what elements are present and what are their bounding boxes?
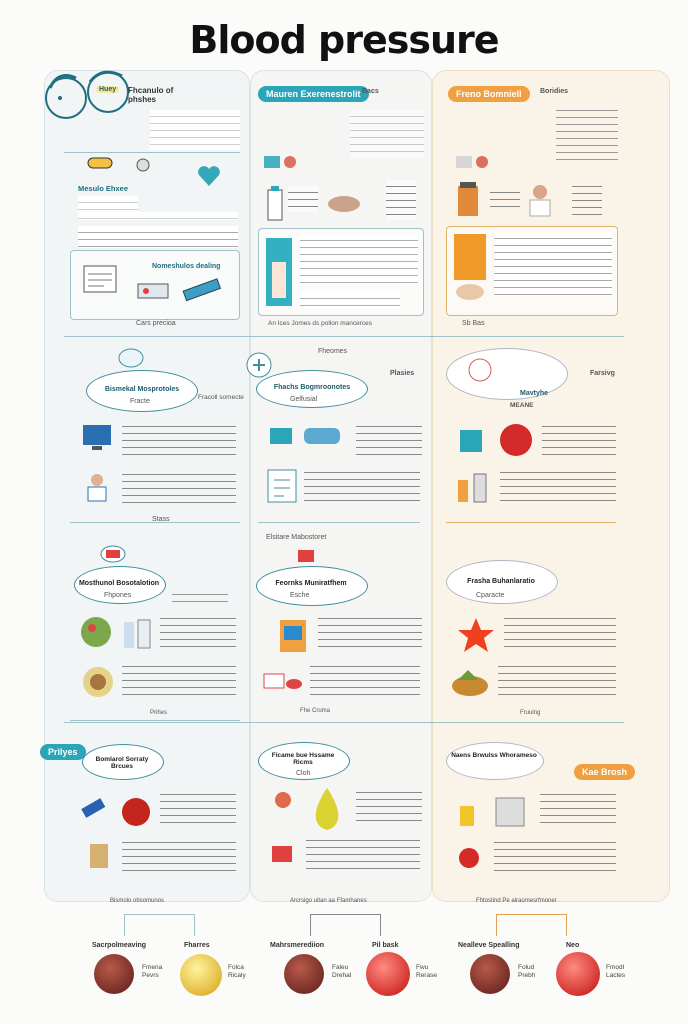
legend-connector-3a [496,914,497,936]
flask-icon [454,838,484,874]
row2-divider [64,336,624,337]
legend-label-6: Neo [566,942,580,949]
col2-sec3-caption: Fhe Cruma [300,708,331,714]
col1-sub-heading-1: Mesulo Ehxee [78,184,129,193]
col1-paragraph-2 [78,226,238,248]
col1-sub-heading-2: Nomeshulos dealing [152,263,221,270]
shoe-icon [324,182,364,218]
col1-cloud-1-sub: Fracte [130,398,150,405]
legend-orb-1 [94,954,134,994]
jar-icon-2 [86,838,112,872]
col3-paragraph-1 [494,232,612,296]
food-icon [80,664,116,700]
bottles-icon [120,614,156,652]
col1-cloud-1-side: Fracoll somecte [198,394,244,401]
col1-cloud-1-text-1 [122,420,236,456]
col1-row4-text-2 [122,836,236,876]
col2-cloud-3-label: Ficame bue Hssame Ricms [271,752,335,766]
apple-icon [118,794,154,830]
col1-stas: Stass [152,516,170,523]
logo-bubble: Huey [96,86,119,93]
legend-note-4: Fwu Rerase [416,964,437,979]
legend-connector-2a [310,914,311,936]
col1-row3-side [172,588,228,602]
fruit-bowl-icon [76,614,116,650]
legend-note-3: Faleu Drehal [332,964,352,979]
col1-prihes: Prihes [150,710,168,716]
legend-label-1: Sacrpolmeaving [92,942,147,949]
column-1-tag-note: Bacs [362,88,379,95]
jar-icon [454,178,482,220]
col1-row3-text-1 [160,612,236,652]
heart-shield-icon [196,164,222,188]
person-icon [520,180,560,220]
col3-list-1 [490,186,520,210]
nurse-icon [266,788,300,818]
beaker-icon [456,800,478,830]
col3-cloud-1 [446,348,568,400]
col2-cloud-3-sub: Cloh [296,770,311,777]
tablet-screen-icon [276,616,310,656]
col3-row4-text-1 [540,788,616,828]
legend-note-6: Fmodl Lactes [606,964,626,979]
col3-cloud-1-text-1 [542,420,616,460]
legend-orb-2 [180,954,222,996]
hospital-cloud-icon [244,350,274,380]
pillbox-icon [262,234,296,310]
legend-connector-1a [124,914,125,936]
bottle-icon [264,184,286,224]
legend-note-5: Folud Prebh [518,964,536,979]
drop-icon [304,784,350,834]
col2-cloud-2-sub: Esche [290,592,310,599]
col3-caption: Sb Bas [462,320,485,327]
pump-icon [260,150,300,174]
col1-intro-text [150,110,240,150]
meds-icon [260,664,306,700]
col3-cloud-1-text-2 [500,466,616,506]
col2-list-2 [386,180,416,220]
logo-label: Fhcanulo of phshes [128,86,174,104]
legend-label-2: Fharres [184,942,210,949]
col2-row4-text-2 [306,834,420,874]
col3-list-2 [572,180,602,220]
monitor-icon [80,422,114,452]
col3-cloud-1-sub: MEANE [510,402,534,409]
legend-orb-5 [470,954,510,994]
col3-cloud-3 [446,742,544,780]
col3-cloud-1-label: Mavtyhe [520,390,549,397]
col1-paragraph-1 [78,212,238,220]
machine-icon [490,792,530,832]
col2-row3-text-1 [318,612,422,652]
col2-cloud-1-label: Fhachs Bogmroonotes [273,384,351,391]
col1-cloud-2-sub: Fhpones [104,592,132,599]
col1-row3-text-2 [122,660,236,700]
legend-connector-2b [380,914,381,936]
col3-cloud-3-tag: Kae Brosh [574,764,635,780]
col3-row3-text-1 [504,612,616,652]
legend-note-2: Folca Ricaly [228,964,246,979]
tablets-icon [134,276,174,304]
column-1-tag: Mauren Exerenestrolit [258,86,369,102]
thermometer-icon [128,154,158,176]
column-3-tag: Freno Bomniell [448,86,530,102]
plant-icon [448,664,492,700]
legend-orb-3 [284,954,324,994]
legend-note-1: Fmena Pevrs [142,964,163,979]
col2-mid-caption: Elsitare Mabostoret [266,534,327,541]
col3-row3-text-2 [498,660,616,700]
legend-connector-1b [194,914,195,936]
col3-cloud-3-label: Naens Brwulss Whorameso [451,752,537,759]
col2-list-1 [288,186,318,212]
col2-paragraph-1 [300,234,418,286]
legend-connector-3 [496,914,566,915]
checklist-icon [264,466,300,506]
col3-cloud-1-side: Farsivg [590,370,615,377]
bp-cuff-icon [266,834,302,870]
kit-icon [456,422,486,458]
red-device-icon [98,542,128,564]
col3-row2-bottom [446,522,616,523]
col3-cloud-2-label: Frasha Buhanlaratio [467,578,535,585]
col3-intro-text [556,104,618,160]
legend-connector-2 [310,914,380,915]
legend-orb-4 [366,952,410,996]
column-3-tag-note: Boridies [540,88,569,95]
col1-cloud-2-label: Mosthunol Bosotalotion [78,580,160,587]
col2-row4-text-1 [356,786,422,826]
burst-icon [456,616,496,656]
col2-row2-bottom [258,522,420,523]
red-ball-icon [496,420,536,460]
col2-cloud-1-text-2 [304,466,420,506]
legend-label-5: Nealleve Spealling [458,942,520,949]
col2-cloud-1-text-1 [356,420,422,456]
col1-bottom-caption: Bismolo obsomunos [110,898,165,904]
col2-intro-text [350,110,424,158]
legend-connector-1 [124,914,194,915]
col1-cloud-3-label: Bomlarol Sorraty Brcues [95,756,149,770]
col2-cloud-2-label: Feornks Muniratfhem [275,580,347,587]
col2-row3-text-2 [310,660,420,700]
row4-divider [64,722,624,723]
col3-cloud-2-sub: Cparacte [476,592,505,599]
col1-row4-text-1 [160,788,236,828]
globe-icon [466,356,494,384]
col1-row3-bottom [70,720,240,721]
legend-connector-3b [566,914,567,936]
col3-row4-text-2 [494,836,616,876]
col3-bottom-caption: Fhtostind Pe alraomesrfmoner [476,898,557,904]
col1-cloud-1-text-2 [122,468,236,508]
col2-bottom-caption: Arcrsigo uitan aa Ffamhanes [290,898,367,904]
col1-bottom-tag: Prilyes [40,744,86,760]
heart-cloud-icon [116,346,146,370]
col3-sec3-caption: Fruuing [520,710,541,716]
col2-cloud-1-side: Plasies [390,370,415,377]
pen-icon [78,790,112,824]
device-icon [80,262,120,298]
legend-orb-6 [556,952,600,996]
col2-top-note: Fheomes [318,348,348,355]
col2-cloud-1-sub: Gelfusial [290,396,318,403]
legend-label-4: Pil bask [372,942,399,949]
doctor-icon [80,470,114,504]
syringe-icon [180,276,228,304]
col2-caption: An Ices Jomes ds pollon mancerces [268,320,373,327]
page-title: Blood pressure [189,18,499,62]
col1-cloud-1-label: Bismekal Mosprotoles [104,386,180,393]
red-bag-icon [292,544,320,566]
col1-caption: Cars precioa [136,320,176,327]
pump-icon-2 [452,150,492,174]
box-icon [450,230,490,306]
legend-label-3: Mahrsmerediion [270,942,325,949]
pill-icon [86,152,116,174]
tools-icon [454,468,494,508]
col2-paragraph-2 [300,292,400,308]
truck-icon [268,422,348,452]
faces-doodle-icon [36,60,136,130]
